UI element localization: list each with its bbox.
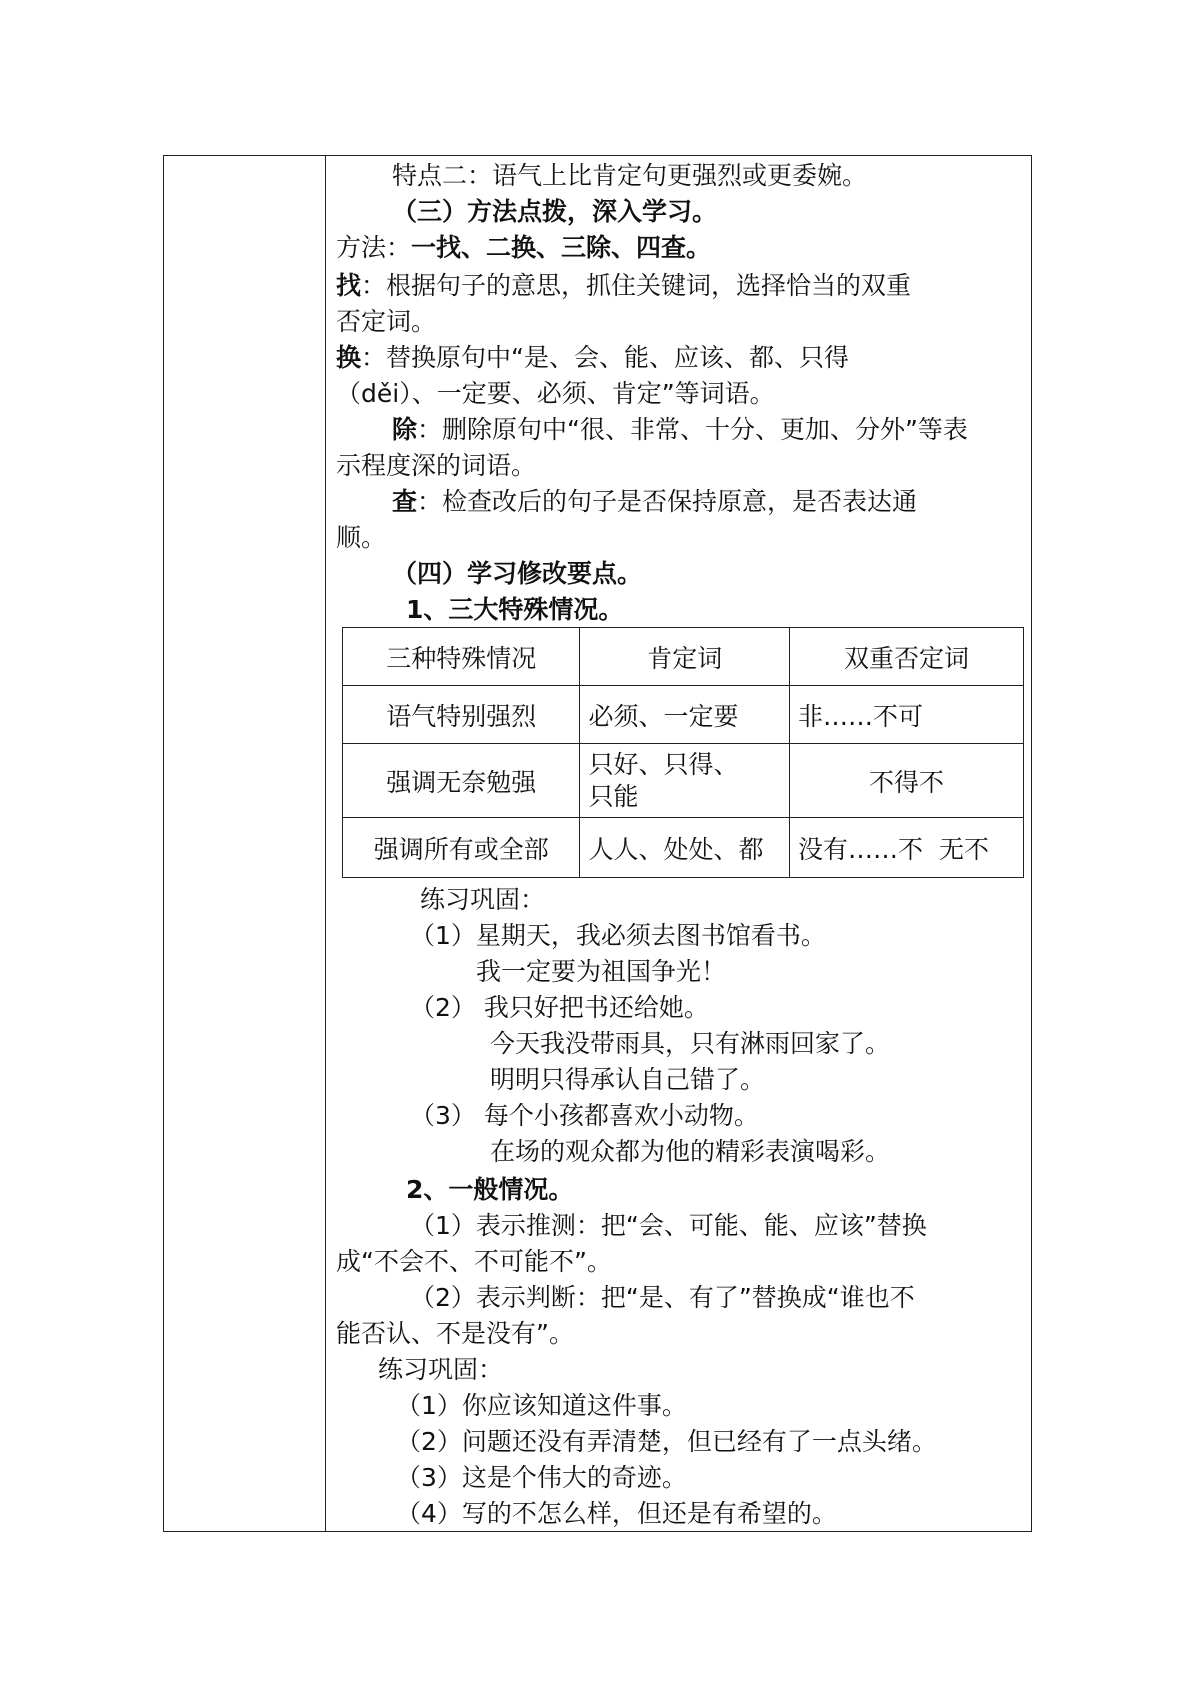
table-header: 双重否定词 xyxy=(790,628,1024,686)
table-cell: 语气特别强烈 xyxy=(343,686,580,744)
text-line xyxy=(406,1172,573,1208)
line-text: 我一定要为祖国争光！ xyxy=(476,957,727,986)
text-line xyxy=(490,1134,890,1170)
column-divider xyxy=(325,155,326,1532)
table-cell: 强调无奈勉强 xyxy=(343,744,580,818)
line-prefix: 找 xyxy=(336,271,362,300)
line-text: 否定词。 xyxy=(336,307,437,336)
line-text: 明明只得承认自己错了。 xyxy=(490,1065,766,1094)
text-line xyxy=(392,484,917,520)
table-cell: 必须、一定要 xyxy=(580,686,790,744)
text-line xyxy=(396,1424,937,1460)
line-prefix: 查 xyxy=(392,487,418,516)
line-text: （1）表示推测：把“会、可能、能、应该”替换 xyxy=(410,1211,927,1240)
text-line xyxy=(392,194,717,230)
line-text: ：检查改后的句子是否保持原意，是否表达通 xyxy=(417,487,918,516)
text-line xyxy=(336,304,436,340)
line-text: 特点二：语气上比肯定句更强烈或更委婉。 xyxy=(392,161,868,190)
text-line xyxy=(490,1026,890,1062)
line-text: （三）方法点拨，深入学习。 xyxy=(392,197,718,226)
line-text: 在场的观众都为他的精彩表演喝彩。 xyxy=(490,1137,891,1166)
text-line xyxy=(392,158,867,194)
text-line xyxy=(392,556,642,592)
text-line xyxy=(336,376,775,412)
line-text: 成“不会不、不可能不”。 xyxy=(336,1247,612,1276)
text-line xyxy=(490,1062,765,1098)
text-line xyxy=(336,230,711,266)
table-header-row xyxy=(343,628,1024,686)
line-text: 1、三大特殊情况。 xyxy=(406,595,624,624)
line-text: （四）学习修改要点。 xyxy=(392,559,643,588)
line-text: 练习巩固： xyxy=(378,1355,504,1384)
line-prefix: 除 xyxy=(392,415,418,444)
text-line xyxy=(396,1460,687,1496)
text-line xyxy=(336,1316,574,1352)
text-line xyxy=(336,268,911,304)
line-text: 今天我没带雨具，只有淋雨回家了。 xyxy=(490,1029,891,1058)
text-line xyxy=(476,954,726,990)
line-text: （3）这是个伟大的奇迹。 xyxy=(396,1463,687,1492)
text-line xyxy=(396,1388,687,1424)
table-cell: 不得不 xyxy=(790,744,1024,818)
text-line xyxy=(410,1208,927,1244)
table-header: 肯定词 xyxy=(580,628,790,686)
table-cell: 人人、处处、都 xyxy=(580,818,790,878)
line-text: （děi）、一定要、必须、肯定”等词语。 xyxy=(336,379,775,408)
table-cell: 强调所有或全部 xyxy=(343,818,580,878)
line-text: （4）写的不怎么样，但还是有希望的。 xyxy=(396,1499,837,1528)
text-line xyxy=(410,1280,915,1316)
text-line xyxy=(336,1244,612,1280)
text-line xyxy=(336,340,849,376)
text-line xyxy=(406,592,623,628)
line-text: 2、一般情况。 xyxy=(406,1175,574,1204)
table-row xyxy=(343,686,1024,744)
line-text: 顺。 xyxy=(336,523,387,552)
table-cell: 没有……不 无不 xyxy=(790,818,1024,878)
text-line xyxy=(392,412,968,448)
line-text: 一找、二换、三除、四查。 xyxy=(411,233,712,262)
line-text: （2） 我只好把书还给她。 xyxy=(410,993,709,1022)
table-row xyxy=(343,744,1024,818)
table-cell: 只好、只得、 只能 xyxy=(580,744,790,818)
line-text: ：根据句子的意思，抓住关键词，选择恰当的双重 xyxy=(361,271,912,300)
line-text: ：删除原句中“很、非常、十分、更加、分外”等表 xyxy=(417,415,968,444)
text-line xyxy=(410,990,709,1026)
text-line xyxy=(336,448,536,484)
line-text: 能否认、不是没有”。 xyxy=(336,1319,574,1348)
line-text: （3） 每个小孩都喜欢小动物。 xyxy=(410,1101,759,1130)
text-line xyxy=(420,882,545,918)
special-cases-table xyxy=(342,627,1024,878)
text-line xyxy=(378,1352,503,1388)
line-text: （2）问题还没有弄清楚，但已经有了一点头绪。 xyxy=(396,1427,937,1456)
line-text: ：替换原句中“是、会、能、应该、都、只得 xyxy=(361,343,849,372)
line-text: （2）表示判断：把“是、有了”替换成“谁也不 xyxy=(410,1283,915,1312)
text-line xyxy=(396,1496,837,1532)
line-text: （1）星期天，我必须去图书馆看书。 xyxy=(410,921,826,950)
line-text: （1）你应该知道这件事。 xyxy=(396,1391,687,1420)
text-line xyxy=(410,1098,759,1134)
table-row xyxy=(343,818,1024,878)
text-line xyxy=(410,918,826,954)
line-prefix: 换 xyxy=(336,343,362,372)
line-text: 示程度深的词语。 xyxy=(336,451,537,480)
table-header: 三种特殊情况 xyxy=(343,628,580,686)
text-line xyxy=(336,520,386,556)
line-text: 练习巩固： xyxy=(420,885,546,914)
line-prefix: 方法： xyxy=(336,233,412,262)
table-cell: 非……不可 xyxy=(790,686,1024,744)
